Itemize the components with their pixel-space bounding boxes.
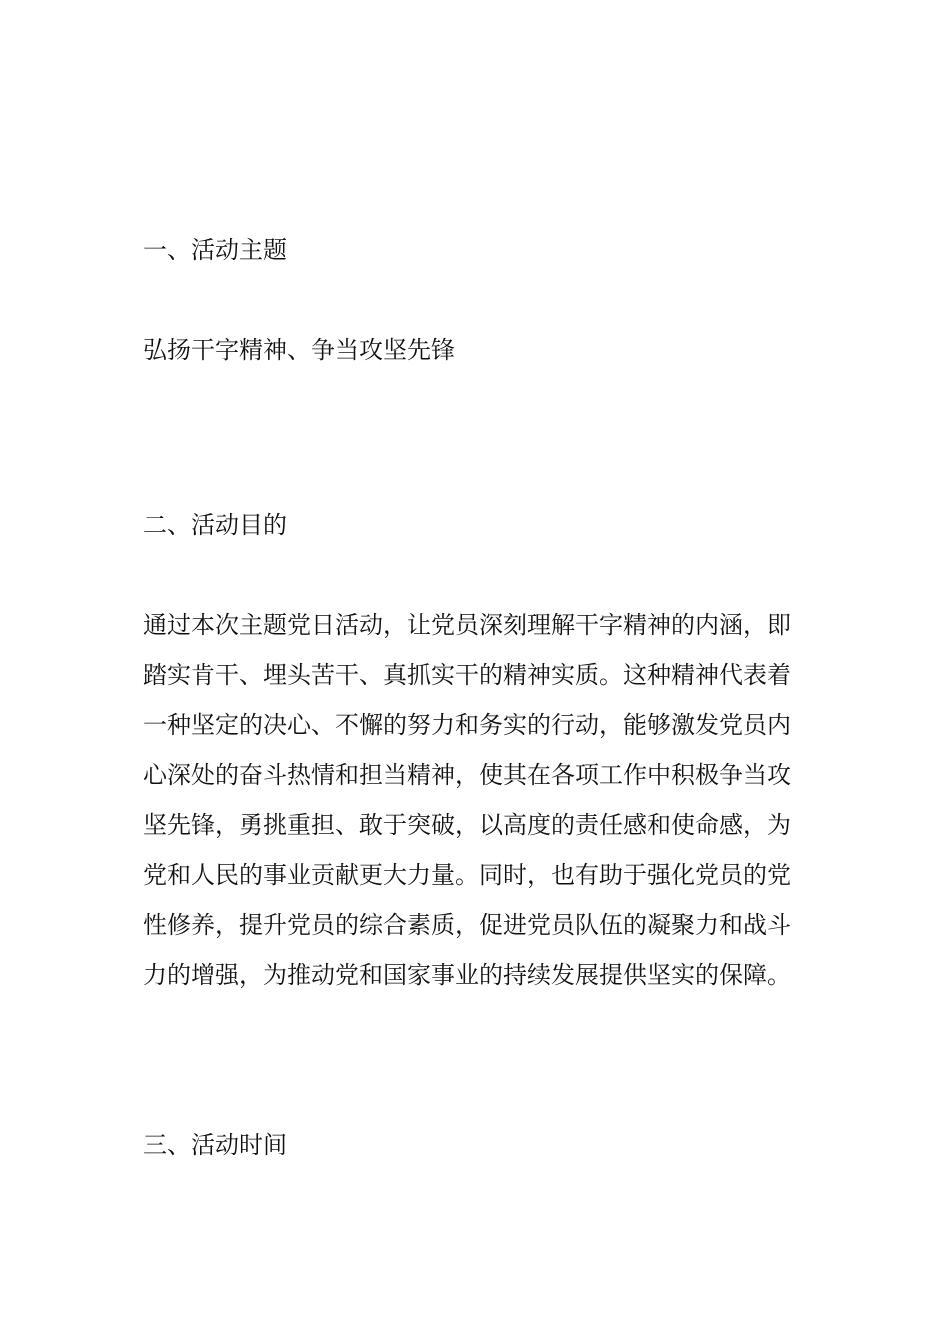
section-2-line-1: 通过本次主题党日活动，让党员深刻理解干字精神的内涵，即: [143, 611, 791, 639]
section-2-line-4: 心深处的奋斗热情和担当精神，使其在各项工作中积极争当攻: [143, 761, 791, 789]
section-2-line-7: 性修养，提升党员的综合素质，促进党员队伍的凝聚力和战斗: [143, 911, 791, 939]
section-2-line-6: 党和人民的事业贡献更大力量。同时，也有助于强化党员的党: [143, 861, 791, 889]
section-3-heading: 三、活动时间: [143, 1131, 287, 1159]
section-1-body: 弘扬干字精神、争当攻坚先锋: [143, 336, 455, 364]
section-2-line-5: 坚先锋，勇挑重担、敢于突破，以高度的责任感和使命感，为: [143, 811, 791, 839]
section-2-body: [143, 600, 823, 1000]
section-2-line-2: 踏实肯干、埋头苦干、真抓实干的精神实质。这种精神代表着: [143, 661, 791, 689]
section-2-line-8: 力的增强，为推动党和国家事业的持续发展提供坚实的保障。: [143, 961, 791, 989]
section-1-heading: 一、活动主题: [143, 236, 287, 264]
section-2-heading: 二、活动目的: [143, 511, 287, 539]
section-2-line-3: 一种坚定的决心、不懈的努力和务实的行动，能够激发党员内: [143, 711, 791, 739]
